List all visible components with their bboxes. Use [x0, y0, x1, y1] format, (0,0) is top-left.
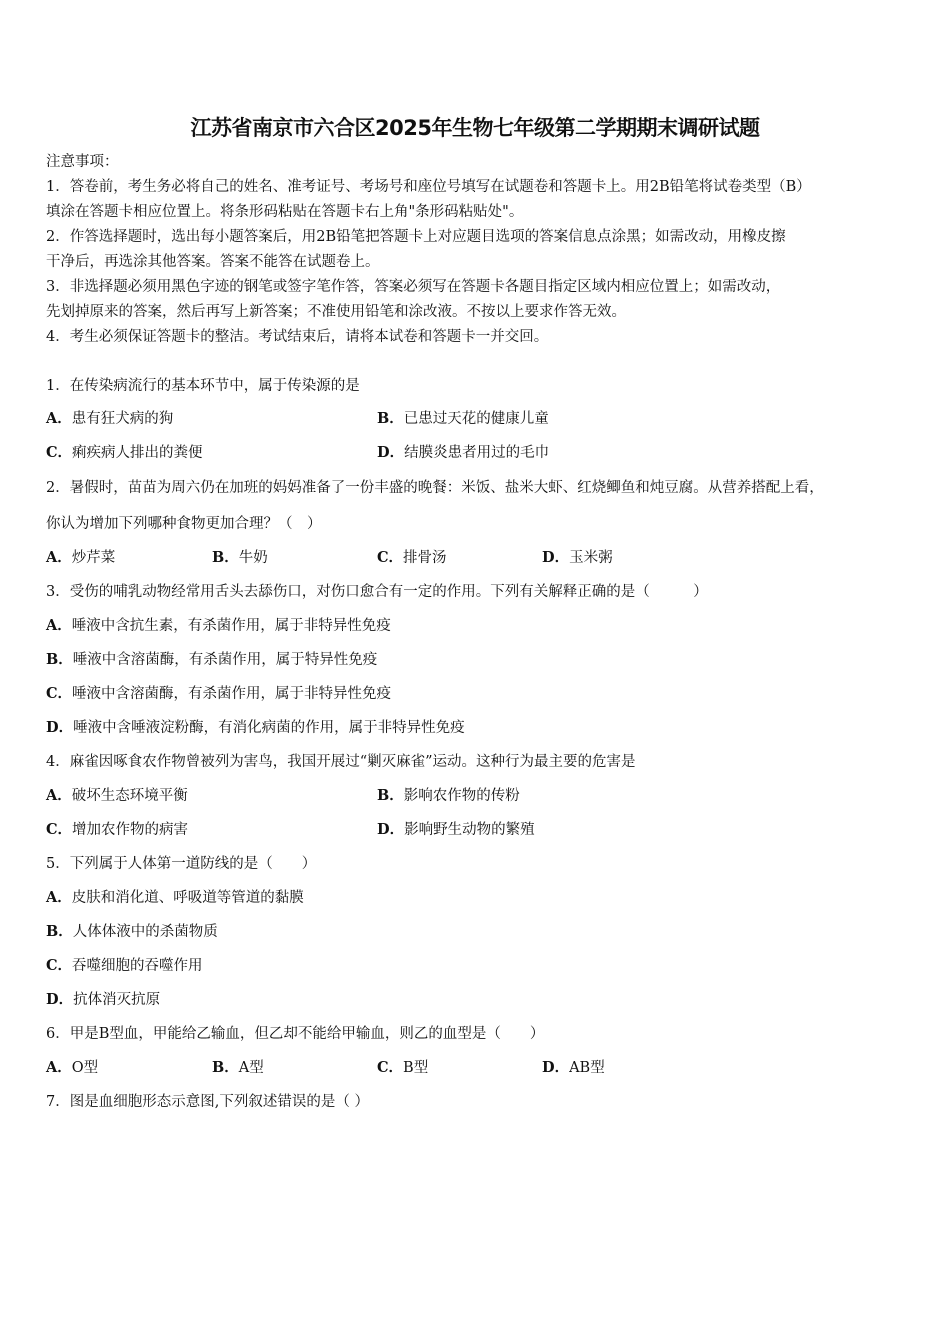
option-c: C．唾液中含溶菌酶，有杀菌作用，属于非特异性免疫: [46, 685, 392, 702]
notice-line: 填涂在答题卡相应位置上。将条形码粘贴在答题卡右上角"条形码粘贴处"。: [46, 204, 524, 220]
option-c: C．痢疾病人排出的粪便: [46, 444, 203, 461]
option-a: A．唾液中含抗生素，有杀菌作用，属于非特异性免疫: [46, 617, 391, 634]
option-a: A．破坏生态环境平衡: [46, 787, 188, 804]
notice-heading: 注意事项：: [46, 154, 119, 170]
option-b: B．牛奶: [212, 549, 268, 566]
page-title: 江苏省南京市六合区2025年生物七年级第二学期期末调研试题: [190, 116, 760, 140]
option-c: C．吞噬细胞的吞噬作用: [46, 957, 203, 974]
option-a: A．皮肤和消化道、呼吸道等管道的黏膜: [46, 889, 304, 906]
option-d: D．唾液中含唾液淀粉酶，有消化病菌的作用，属于非特异性免疫: [46, 719, 465, 736]
notice-line: 3．非选择题必须用黑色字迹的钢笔或签字笔作答，答案必须写在答题卡各题目指定区域内相应位置上；如需改动，: [46, 279, 781, 295]
notice-line: 先划掉原来的答案，然后再写上新答案；不准使用铅笔和涂改液。不按以上要求作答无效。: [46, 304, 626, 320]
question-stem: 1．在传染病流行的基本环节中，属于传染源的是: [46, 378, 360, 394]
question-stem: 6．甲是B型血，甲能给乙输血，但乙却不能给甲输血，则乙的血型是（ ）: [46, 1026, 545, 1042]
question-stem: 5．下列属于人体第一道防线的是（ ）: [46, 856, 317, 872]
question-stem: 你认为增加下列哪种食物更加合理？（ ）: [46, 516, 322, 532]
option-c: C．B型: [377, 1059, 429, 1076]
notice-line: 4．考生必须保证答题卡的整洁。考试结束后，请将本试卷和答题卡一并交回。: [46, 329, 549, 345]
option-d: D．影响野生动物的繁殖: [377, 821, 535, 838]
option-d: D．AB型: [542, 1059, 605, 1076]
option-b: B．已患过天花的健康儿童: [377, 410, 549, 427]
option-a: A．患有狂犬病的狗: [46, 410, 174, 427]
option-b: B．A型: [212, 1059, 264, 1076]
question-stem: 7．图是血细胞形态示意图,下列叙述错误的是（ ）: [46, 1094, 369, 1110]
notice-line: 干净后，再选涂其他答案。答案不能答在试题卷上。: [46, 254, 380, 270]
notice-line: 2．作答选择题时，选出每小题答案后，用2B铅笔把答题卡上对应题目选项的答案信息点涂黑；如需改动，用橡皮擦: [46, 229, 786, 245]
option-d: D．结膜炎患者用过的毛巾: [377, 444, 550, 461]
option-b: B．影响农作物的传粉: [377, 787, 520, 804]
option-b: B．唾液中含溶菌酶，有杀菌作用，属于特异性免疫: [46, 651, 378, 668]
option-a: A．O型: [46, 1059, 99, 1076]
option-b: B．人体体液中的杀菌物质: [46, 923, 218, 940]
question-stem: 2．暑假时，苗苗为周六仍在加班的妈妈准备了一份丰盛的晚餐：米饭、盐米大虾、红烧鲫鱼和炖豆腐。从营养搭配上看，: [46, 480, 824, 496]
option-c: C．增加农作物的病害: [46, 821, 189, 838]
option-d: D．抗体消灭抗原: [46, 991, 161, 1008]
option-c: C．排骨汤: [377, 549, 447, 566]
question-stem: 3．受伤的哺乳动物经常用舌头去舔伤口，对伤口愈合有一定的作用。下列有关解释正确的是（ ）: [46, 584, 708, 600]
notice-line: 1．答卷前，考生务必将自己的姓名、准考证号、考场号和座位号填写在试题卷和答题卡上。用2B铅笔将试卷类型（B）: [46, 179, 811, 195]
question-stem: 4．麻雀因啄食农作物曾被列为害鸟，我国开展过“剿灭麻雀”运动。这种行为最主要的危害是: [46, 754, 636, 770]
option-a: A．炒芹菜: [46, 549, 116, 566]
option-d: D．玉米粥: [542, 549, 613, 566]
